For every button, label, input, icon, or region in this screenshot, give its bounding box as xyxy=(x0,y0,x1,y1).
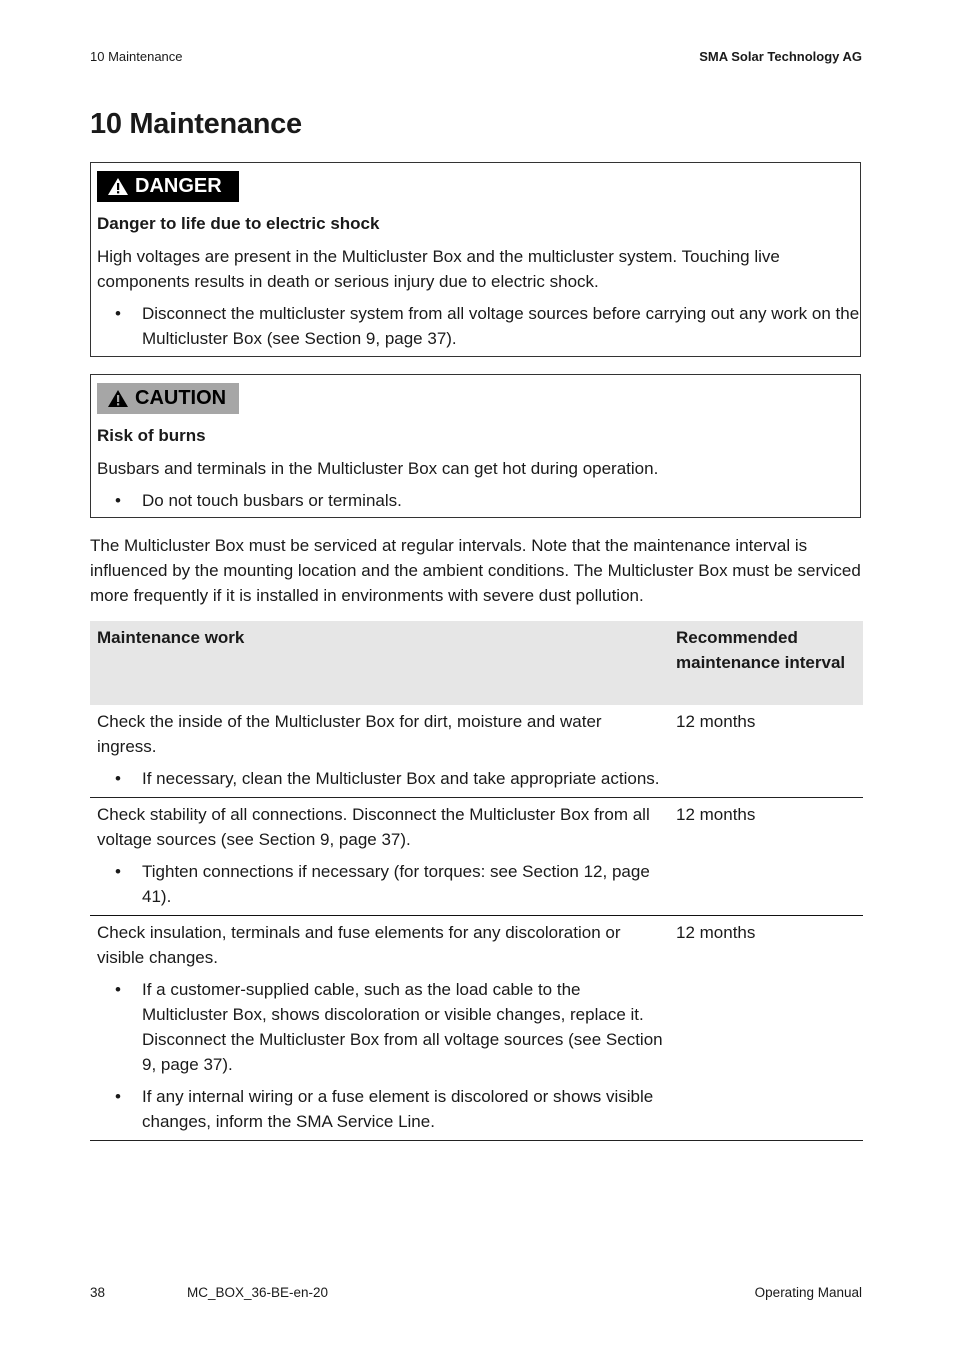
danger-badge xyxy=(97,171,239,202)
caution-bullet-text: Do not touch busbars or terminals. xyxy=(142,491,402,510)
table-row xyxy=(90,798,863,916)
work-cell xyxy=(90,798,669,916)
danger-label: DANGER xyxy=(135,175,222,197)
warning-triangle-icon xyxy=(107,177,129,196)
interval-cell: 12 months xyxy=(669,705,863,798)
caution-badge xyxy=(97,383,239,414)
danger-text: High voltages are present in the Multicluster Box and the multicluster system. Touching live components results in death or serious injury due to electric shock. xyxy=(97,247,780,291)
danger-notice xyxy=(90,162,861,357)
interval-cell: 12 months xyxy=(669,916,863,1141)
caution-label: CAUTION xyxy=(135,387,227,409)
bullet-dot: • xyxy=(115,1087,121,1106)
caution-bullet xyxy=(97,488,894,513)
page-title: 10 Maintenance xyxy=(90,108,302,140)
work-bullet-text: If necessary, clean the Multicluster Box and take appropriate actions. xyxy=(142,769,660,788)
footer-doc-type: Operating Manual xyxy=(754,1285,862,1300)
interval-cell: 12 months xyxy=(669,798,863,916)
work-bullet xyxy=(97,859,663,909)
header-company: SMA Solar Technology AG xyxy=(699,49,862,64)
work-cell xyxy=(90,916,669,1141)
warning-triangle-icon xyxy=(107,389,129,408)
caution-text: Busbars and terminals in the Multicluster Box can get hot during operation. xyxy=(97,459,659,478)
work-bullet xyxy=(97,977,663,1077)
danger-bullet xyxy=(97,301,894,351)
danger-bullet-text: Disconnect the multicluster system from all voltage sources before carrying out any work on the Multicluster Box (see Section 9, page 37). xyxy=(142,304,860,348)
caution-notice xyxy=(90,374,861,518)
danger-heading: Danger to life due to electric shock xyxy=(97,214,380,233)
caution-heading: Risk of burns xyxy=(97,426,206,445)
header-chapter: 10 Maintenance xyxy=(90,49,183,64)
table-row xyxy=(90,916,863,1141)
work-text: Check the inside of the Multicluster Box for dirt, moisture and water ingress. xyxy=(97,712,602,756)
work-bullet xyxy=(97,766,663,791)
footer-page-number: 38 xyxy=(90,1285,106,1300)
header-maintenance-work: Maintenance work xyxy=(90,621,669,705)
work-bullet xyxy=(97,1084,663,1134)
work-cell xyxy=(90,705,669,798)
bullet-dot: • xyxy=(115,980,121,999)
table-header-row xyxy=(90,621,863,705)
work-bullet-text: Tighten connections if necessary (for torques: see Section 12, page 41). xyxy=(142,862,650,906)
bullet-dot: • xyxy=(115,491,121,510)
bullet-dot: • xyxy=(115,769,121,788)
intro-paragraph: The Multicluster Box must be serviced at regular intervals. Note that the maintenance interval is influenced by the mounting location and the ambient conditions. The Multicluster Box must be serviced more frequently if it is installed in environments with severe dust pollution. xyxy=(90,536,861,605)
maintenance-table xyxy=(90,621,863,1141)
header-interval: Recommended maintenance interval xyxy=(669,621,863,705)
work-text: Check stability of all connections. Disconnect the Multicluster Box from all voltage sources (see Section 9, page 37). xyxy=(97,805,650,849)
work-bullet-text: If any internal wiring or a fuse element is discolored or shows visible changes, inform the SMA Service Line. xyxy=(142,1087,654,1131)
work-bullet-text: If a customer-supplied cable, such as the load cable to the Multicluster Box, shows discoloration or visible changes, replace it. Disconnect the Multicluster Box from all voltage sources (see Section 9, page 37). xyxy=(142,980,663,1074)
bullet-dot: • xyxy=(115,862,121,881)
table-row xyxy=(90,705,863,798)
footer-doc-id: MC_BOX_36-BE-en-20 xyxy=(187,1285,329,1300)
bullet-dot: • xyxy=(115,304,121,323)
work-text: Check insulation, terminals and fuse elements for any discoloration or visible changes. xyxy=(97,923,621,967)
